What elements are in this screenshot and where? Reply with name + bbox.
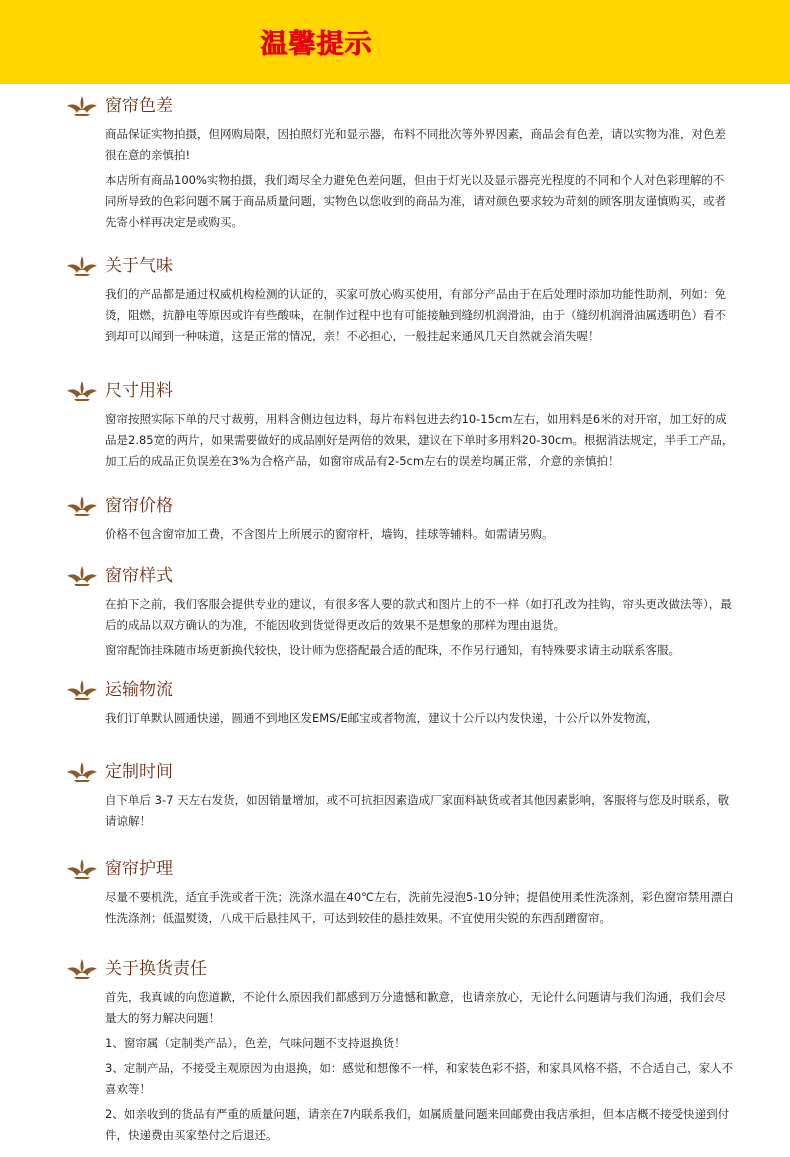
section-header xyxy=(66,94,746,120)
section-shipping xyxy=(66,678,746,733)
section-header xyxy=(66,760,746,786)
section-body xyxy=(105,987,735,1146)
ornament-icon xyxy=(66,565,98,587)
section-custom-time xyxy=(66,760,746,836)
paragraph: 窗帘配饰挂珠随市场更新换代较快，设计师为您搭配最合适的配珠，不作另行通知，有特殊要求请主动联系客服。 xyxy=(105,643,680,657)
section-color-difference xyxy=(66,94,746,237)
page-title: 温馨提示 xyxy=(260,29,372,60)
paragraph: 尽量不要机洗，适宜手洗或者干洗；洗涤水温在40℃左右，洗前先浸泡5-10分钟；提倡使用柔性洗涤剂，彩色窗帘禁用漂白性洗涤剂；低温熨烫，八成干后悬挂风干，可达到较佳的悬挂效果。不宜使用尖锐的东西刮蹭窗帘。 xyxy=(105,890,734,925)
section-body xyxy=(105,284,735,347)
section-body xyxy=(105,790,735,832)
section-exchange xyxy=(66,957,746,1150)
ornament-icon xyxy=(66,255,98,277)
section-header xyxy=(66,857,746,883)
paragraph: 我们订单默认圆通快递，圆通不到地区发EMS/E邮宝或者物流，建议十公斤以内发快递，十公斤以外发物流， xyxy=(105,711,659,725)
paragraph: 我们的产品都是通过权威机构检测的认证的，买家可放心购买使用，有部分产品由于在后处理时添加功能性助剂，列如：免烫，阻燃，抗静电等原因或许有些酸味，在制作过程中也有可能接触到缝纫机润滑油，由于（缝纫机润滑油属透明色）看不到却可以闻到一种味道，这是正常的情况，亲！不必担心，一般挂起来通风几天自然就会消失喔！ xyxy=(105,287,726,343)
section-header xyxy=(66,957,746,983)
section-care xyxy=(66,857,746,933)
header-banner xyxy=(0,0,790,84)
section-header xyxy=(66,494,746,520)
section-title: 关于换货责任 xyxy=(105,959,207,979)
section-title: 窗帘样式 xyxy=(105,566,173,586)
paragraph: 2、如亲收到的货品有严重的质量问题，请亲在7内联系我们，如属质量问题来回邮费由我店承担，但本店概不接受快递到付件，快递费由买家垫付之后退还。 xyxy=(105,1107,730,1142)
paragraph: 价格不包含窗帘加工费，不含图片上所展示的窗帘杆，墙钩，挂球等辅料。如需请另购。 xyxy=(105,527,554,541)
section-title: 运输物流 xyxy=(105,680,173,700)
section-body xyxy=(105,887,735,929)
section-title: 窗帘护理 xyxy=(105,859,173,879)
section-title: 窗帘价格 xyxy=(105,496,173,516)
ornament-icon xyxy=(66,858,98,880)
ornament-icon xyxy=(66,95,98,117)
section-header xyxy=(66,564,746,590)
section-title: 定制时间 xyxy=(105,762,173,782)
ornament-icon xyxy=(66,495,98,517)
ornament-icon xyxy=(66,761,98,783)
section-header xyxy=(66,254,746,280)
section-body xyxy=(105,594,735,661)
section-size-material xyxy=(66,379,746,476)
ornament-icon xyxy=(66,679,98,701)
section-title: 窗帘色差 xyxy=(105,96,173,116)
paragraph: 窗帘按照实际下单的尺寸裁剪，用料含侧边包边料，每片布料包进去约10-15cm左右，如用料是6米的对开帘，加工好的成品是2.85宽的两片，如果需要做好的成品刚好是两倍的效果，建议在下单时多用料20-30cm。根据消法规定，半手工产品，加工后的成品正负误差在3%为合格产品，如窗帘成品有2-5cm左右的误差均属正常，介意的亲慎拍！ xyxy=(105,412,734,468)
ornament-icon xyxy=(66,958,98,980)
paragraph: 自下单后 3-7 天左右发货，如因销量增加，或不可抗拒因素造成厂家面料缺货或者其他因素影响，客服将与您及时联系，敬请谅解！ xyxy=(105,793,730,828)
section-title: 关于气味 xyxy=(105,256,173,276)
section-odor xyxy=(66,254,746,351)
section-body xyxy=(105,524,735,545)
section-header xyxy=(66,379,746,405)
paragraph: 在拍下之前，我们客服会提供专业的建议，有很多客人要的款式和图片上的不一样（如打孔改为挂钩，帘头更改做法等），最后的成品以双方确认的为准，不能因收到货觉得更改后的效果不是想象的那样为理由退货。 xyxy=(105,597,732,632)
section-price xyxy=(66,494,746,549)
ornament-icon xyxy=(66,380,98,402)
section-style xyxy=(66,564,746,665)
section-title: 尺寸用料 xyxy=(105,381,173,401)
paragraph: 1、窗帘属（定制类产品），色差，气味问题不支持退换货！ xyxy=(105,1036,406,1050)
section-body xyxy=(105,409,735,472)
paragraph: 首先，我真诚的向您道歉，不论什么原因我们都感到万分遗憾和歉意，也请亲放心，无论什么问题请与我们沟通，我们会尽量大的努力解决问题！ xyxy=(105,990,726,1025)
section-body xyxy=(105,708,735,729)
section-body xyxy=(105,124,735,233)
section-header xyxy=(66,678,746,704)
paragraph: 本店所有商品100%实物拍摄，我们竭尽全力避免色差问题，但由于灯光以及显示器亮光程度的不同和个人对色彩理解的不同所导致的色彩问题不属于商品质量问题，实物色以您收到的商品为准，请对颜色要求较为苛刻的顾客朋友谨慎购买，或者先寄小样再决定是或购买。 xyxy=(105,173,726,229)
paragraph: 商品保证实物拍摄，但网购局限，因拍照灯光和显示器，布料不同批次等外界因素，商品会有色差，请以实物为准，对色差很在意的亲慎拍! xyxy=(105,127,726,162)
paragraph: 3、定制产品，不接受主观原因为由退换，如：感觉和想像不一样，和家装色彩不搭，和家具风格不搭，不合适自己，家人不喜欢等！ xyxy=(105,1061,734,1096)
